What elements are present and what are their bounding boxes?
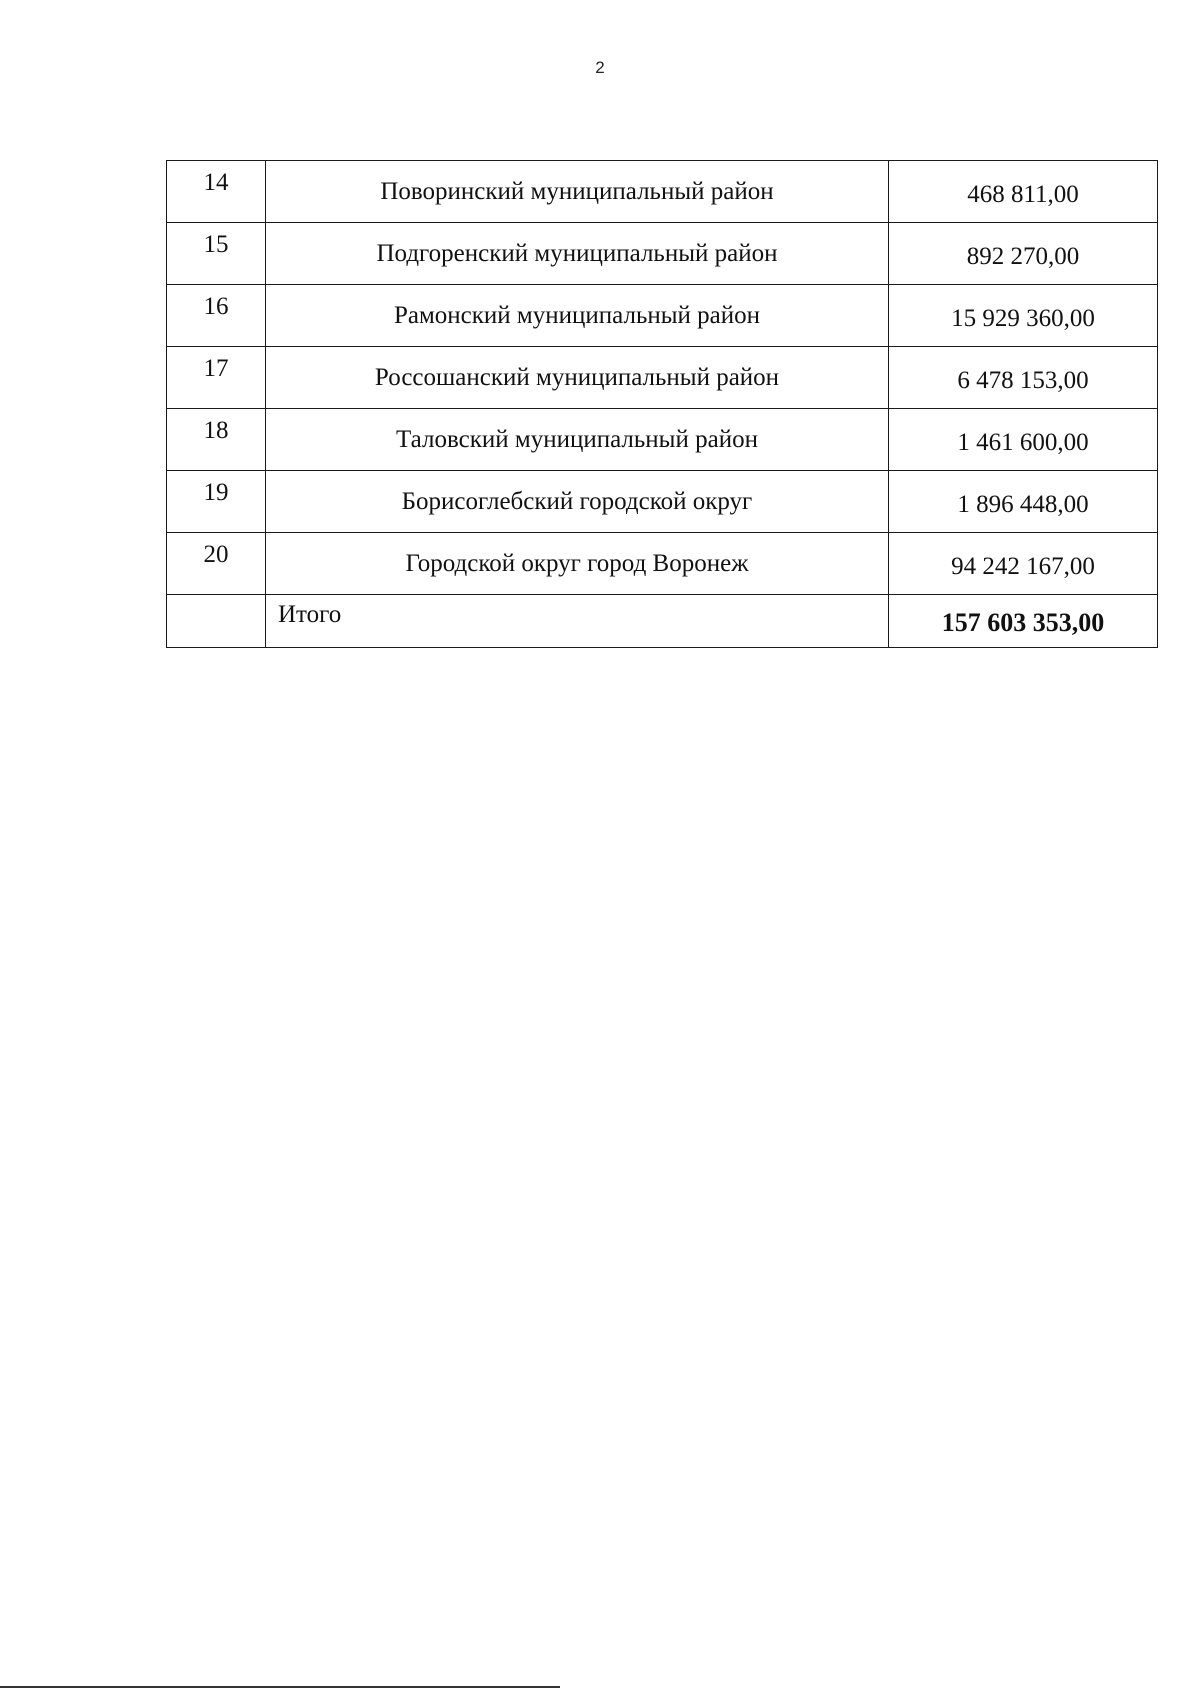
table-row (167, 161, 1158, 223)
district-name: Таловский муниципальный район (266, 409, 889, 471)
distribution-table (166, 160, 1158, 648)
footer-divider (0, 1686, 560, 1688)
table-row (167, 533, 1158, 595)
table-row (167, 409, 1158, 471)
table-row (167, 223, 1158, 285)
page-number: 2 (595, 58, 605, 77)
total-row-number (167, 595, 266, 648)
total-amount: 157 603 353,00 (889, 595, 1158, 648)
district-name: Россошанский муниципальный район (266, 347, 889, 409)
amount-value: 468 811,00 (889, 161, 1158, 223)
amount-value: 15 929 360,00 (889, 285, 1158, 347)
row-number: 14 (167, 161, 266, 223)
district-name: Подгоренский муниципальный район (266, 223, 889, 285)
row-number: 17 (167, 347, 266, 409)
amount-value: 892 270,00 (889, 223, 1158, 285)
row-number: 15 (167, 223, 266, 285)
table-row (167, 347, 1158, 409)
total-label: Итого (266, 595, 889, 648)
total-row (167, 595, 1158, 648)
amount-value: 94 242 167,00 (889, 533, 1158, 595)
row-number: 18 (167, 409, 266, 471)
district-name: Рамонский муниципальный район (266, 285, 889, 347)
row-number: 16 (167, 285, 266, 347)
row-number: 19 (167, 471, 266, 533)
amount-value: 1 461 600,00 (889, 409, 1158, 471)
amount-value: 6 478 153,00 (889, 347, 1158, 409)
row-number: 20 (167, 533, 266, 595)
amount-value: 1 896 448,00 (889, 471, 1158, 533)
table-row (167, 285, 1158, 347)
table-row (167, 471, 1158, 533)
district-name: Борисоглебский городской округ (266, 471, 889, 533)
district-name: Городской округ город Воронеж (266, 533, 889, 595)
district-name: Поворинский муниципальный район (266, 161, 889, 223)
